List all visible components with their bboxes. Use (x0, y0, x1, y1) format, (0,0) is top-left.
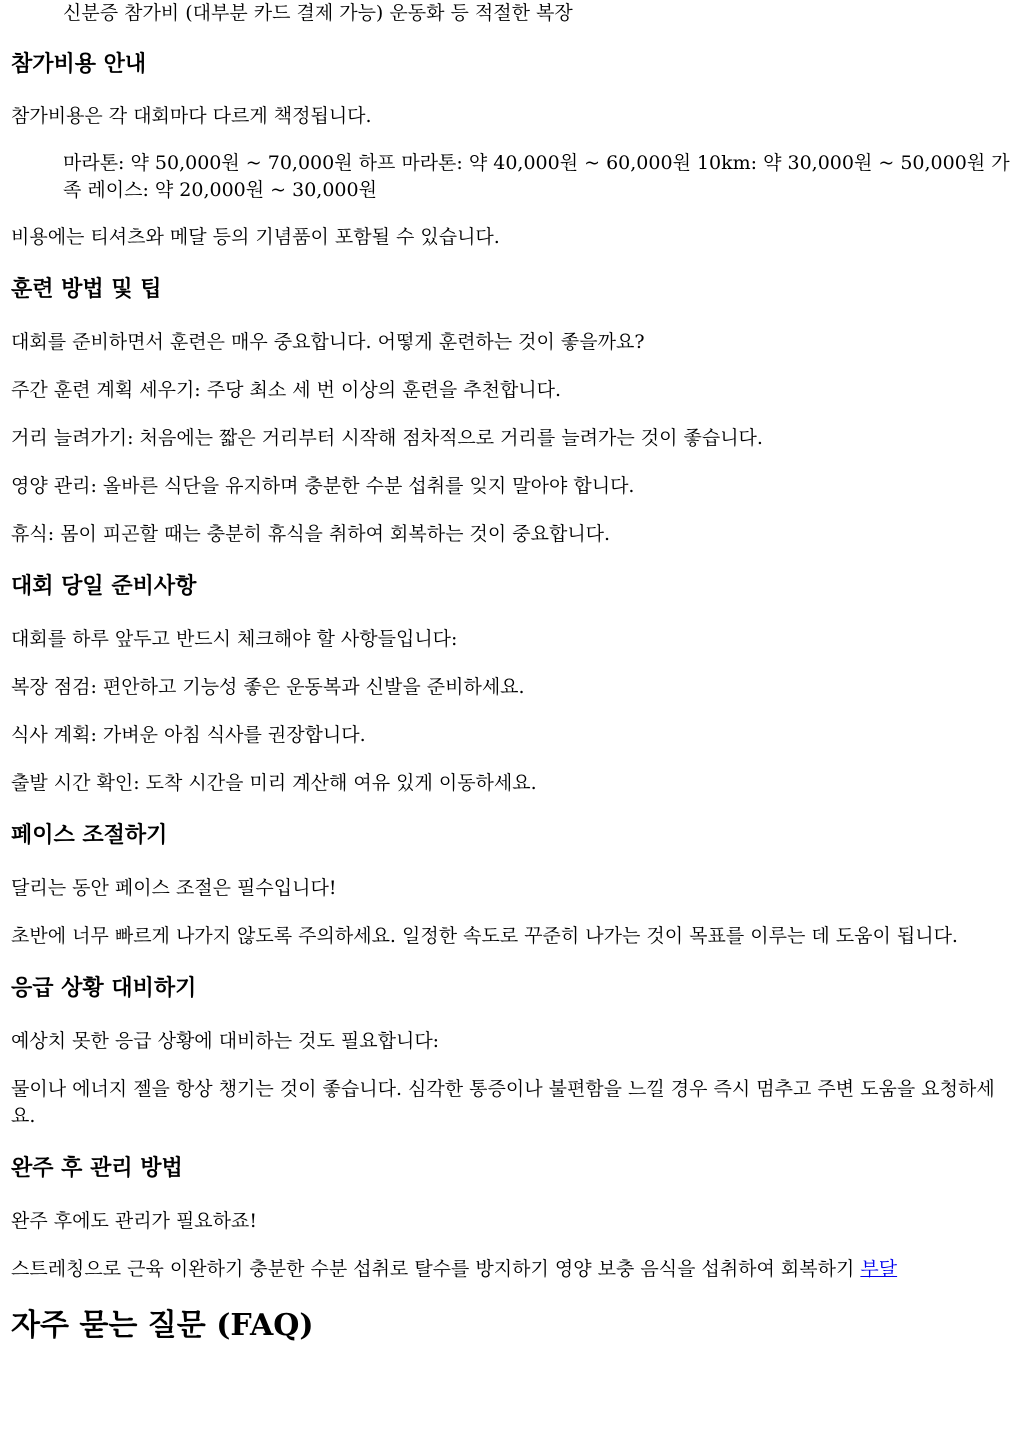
fee-note: 비용에는 티셔츠와 메달 등의 기념품이 포함될 수 있습니다. (11, 226, 500, 248)
after-list-text: 스트레칭으로 근육 이완하기 충분한 수분 섭취로 탈수를 방지하기 영양 보충 음식을 섭취하여 회복하기 (11, 1258, 861, 1280)
training-heading: 훈련 방법 및 팁 (11, 277, 162, 302)
training-paragraph: 대회를 준비하면서 훈련은 매우 중요합니다. 어떻게 훈련하는 것이 좋을까요? (11, 331, 645, 353)
race-day-paragraph: 복장 점검: 편안하고 기능성 좋은 운동복과 신발을 준비하세요. (11, 676, 525, 698)
after-heading: 완주 후 관리 방법 (11, 1156, 183, 1181)
training-paragraph: 거리 늘려가기: 처음에는 짧은 거리부터 시작해 점차적으로 거리를 늘려가는 것이 좋습니다. (11, 427, 763, 449)
pace-heading: 페이스 조절하기 (11, 823, 168, 848)
race-day-paragraph: 출발 시간 확인: 도착 시간을 미리 계산해 여유 있게 이동하세요. (11, 772, 537, 794)
after-intro: 완주 후에도 관리가 필요하죠! (11, 1210, 258, 1232)
fee-heading: 참가비용 안내 (11, 52, 147, 77)
pace-paragraph: 초반에 너무 빠르게 나가지 않도록 주의하세요. 일정한 속도로 꾸준히 나가는 것이 목표를 이루는 데 도움이 됩니다. (11, 925, 958, 947)
required-items: 신분증 참가비 (대부분 카드 결제 가능) 운동화 등 적절한 복장 (63, 2, 573, 24)
race-day-paragraph: 대회를 하루 앞두고 반드시 체크해야 할 사항들입니다: (11, 628, 458, 650)
training-paragraph: 영양 관리: 올바른 식단을 유지하며 충분한 수분 섭취를 잊지 말아야 합니다. (11, 475, 635, 497)
budal-link[interactable]: 부달 (860, 1258, 898, 1280)
race-day-paragraph: 식사 계획: 가벼운 아침 식사를 권장합니다. (11, 724, 366, 746)
after-list (11, 1256, 1011, 1283)
emergency-paragraph: 물이나 에너지 젤을 항상 챙기는 것이 좋습니다. 심각한 통증이나 불편함을 느낄 경우 즉시 멈추고 주변 도움을 요청하세요. (11, 1078, 995, 1127)
fee-list: 마라톤: 약 50,000원 ~ 70,000원 하프 마라톤: 약 40,000원 ~ 60,000원 10km: 약 30,000원 ~ 50,000원 가족 레이스: 약 20,000원 ~ 30,000원 (63, 152, 1010, 201)
faq-heading: 자주 묻는 질문 (FAQ) (11, 1308, 314, 1343)
training-paragraph: 주간 훈련 계획 세우기: 주당 최소 세 번 이상의 훈련을 추천합니다. (11, 379, 562, 401)
emergency-paragraph: 예상치 못한 응급 상황에 대비하는 것도 필요합니다: (11, 1030, 440, 1052)
training-paragraph: 휴식: 몸이 피곤할 때는 충분히 휴식을 취하여 회복하는 것이 중요합니다. (11, 523, 611, 545)
emergency-heading: 응급 상황 대비하기 (11, 976, 197, 1001)
race-day-heading: 대회 당일 준비사항 (11, 574, 197, 599)
pace-paragraph: 달리는 동안 페이스 조절은 필수입니다! (11, 877, 337, 899)
fee-intro: 참가비용은 각 대회마다 다르게 책정됩니다. (11, 105, 372, 127)
